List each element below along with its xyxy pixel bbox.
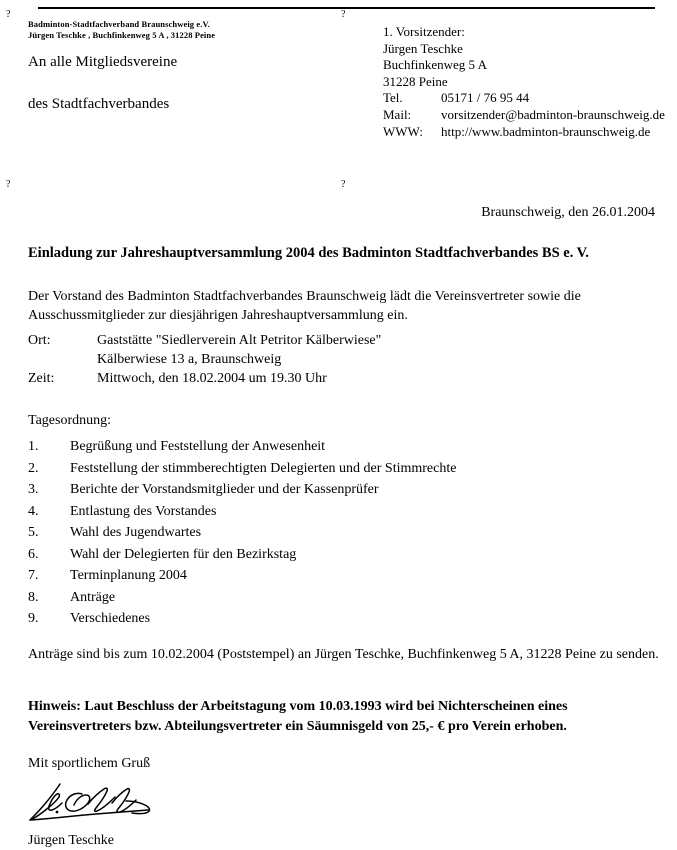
marker-mid-center: ? bbox=[341, 179, 346, 190]
handwritten-signature-icon bbox=[26, 781, 156, 827]
page-title: Einladung zur Jahreshauptversammlung 2004 des Badminton Stadtfachverbandes BS e. V. bbox=[28, 245, 589, 261]
agenda-item-text: Terminplanung 2004 bbox=[70, 568, 187, 583]
time-row bbox=[28, 369, 327, 388]
agenda-item-text: Entlastung des Vorstandes bbox=[70, 503, 217, 519]
agenda-item bbox=[28, 458, 456, 480]
agenda-item-text: Feststellung der stimmberechtigten Delegierten und der Stimmrechte bbox=[70, 460, 457, 476]
addressee-line-2: des Stadtfachverbandes bbox=[28, 96, 170, 112]
contact-www-value[interactable]: http://www.badminton-braunschweig.de bbox=[441, 123, 651, 139]
agenda-item-number: 2. bbox=[28, 460, 39, 476]
agenda-item-text: Wahl der Delegierten für den Bezirkstag bbox=[70, 546, 297, 562]
contact-tel-row bbox=[383, 90, 665, 107]
agenda-item-number: 7. bbox=[28, 568, 39, 583]
regards-line: Mit sportlichem Gruß bbox=[28, 756, 151, 771]
agenda-item-text: Anträge bbox=[70, 589, 116, 605]
time-label: Zeit: bbox=[28, 371, 55, 386]
venue-value-line-2: Kälberwiese 13 a, Braunschweig bbox=[97, 352, 282, 367]
contact-mail-row bbox=[383, 107, 665, 124]
agenda-item bbox=[28, 565, 456, 587]
agenda-item-number: 9. bbox=[28, 611, 39, 626]
contact-city: 31228 Peine bbox=[383, 73, 448, 89]
agenda-item bbox=[28, 544, 456, 566]
venue-value-line-1: Gaststätte "Siedlerverein Alt Petritor Kälberwiese" bbox=[97, 333, 382, 348]
addressee-line-1: An alle Mitgliedsvereine bbox=[28, 54, 178, 70]
agenda-item-number: 4. bbox=[28, 503, 39, 519]
contact-name: Jürgen Teschke bbox=[383, 40, 463, 56]
contact-street: Buchfinkenweg 5 A bbox=[383, 57, 487, 73]
sender-address-line-1: Badminton-Stadtfachverband Braunschweig e.V. bbox=[28, 19, 210, 29]
contact-www-label: WWW: bbox=[383, 123, 423, 139]
marker-top-left: ? bbox=[6, 9, 11, 20]
agenda-list bbox=[28, 436, 456, 630]
agenda-item bbox=[28, 608, 456, 630]
contact-mail-value[interactable]: vorsitzender@badminton-braunschweig.de bbox=[441, 106, 665, 122]
venue-value bbox=[97, 331, 381, 369]
agenda-item-text: Wahl des Jugendwartes bbox=[70, 525, 202, 540]
sender-address-line-2: Jürgen Teschke , Buchfinkenweg 5 A , 31228 Peine bbox=[28, 30, 216, 40]
agenda-item-number: 3. bbox=[28, 482, 39, 497]
marker-mid-left: ? bbox=[6, 179, 11, 190]
agenda-item bbox=[28, 479, 456, 501]
contact-role: 1. Vorsitzender: bbox=[383, 24, 465, 39]
agenda-item-text: Berichte der Vorstandsmitglieder und der Kassenprüfer bbox=[70, 482, 379, 497]
contact-block bbox=[383, 24, 665, 140]
intro-paragraph: Der Vorstand des Badminton Stadtfachverbandes Braunschweig lädt die Vereinsvertreter sowie die Ausschussmitglieder zur diesjährigen Jahreshauptversammlung ein. bbox=[28, 289, 581, 323]
agenda-item-number: 6. bbox=[28, 546, 39, 562]
agenda-item-number: 5. bbox=[28, 525, 39, 540]
agenda-item bbox=[28, 522, 456, 544]
header-divider-rule bbox=[38, 7, 655, 9]
closing-paragraph: Anträge sind bis zum 10.02.2004 (Poststempel) an Jürgen Teschke, Buchfinkenweg 5 A, 31228 Peine zu senden. bbox=[28, 647, 659, 662]
agenda-item-text: Begrüßung und Feststellung der Anwesenheit bbox=[70, 439, 326, 454]
marker-top-center: ? bbox=[341, 9, 346, 20]
agenda-item-text: Verschiedenes bbox=[70, 611, 151, 626]
agenda-item bbox=[28, 501, 456, 523]
venue-label: Ort: bbox=[28, 333, 51, 348]
time-value: Mittwoch, den 18.02.2004 um 19.30 Uhr bbox=[97, 371, 327, 386]
agenda-item bbox=[28, 587, 456, 609]
contact-tel-label: Tel. bbox=[383, 90, 403, 106]
signer-name: Jürgen Teschke bbox=[28, 833, 114, 848]
date-line: Braunschweig, den 26.01.2004 bbox=[481, 205, 655, 220]
agenda-item-number: 8. bbox=[28, 589, 39, 605]
contact-tel-value: 05171 / 76 95 44 bbox=[441, 90, 530, 106]
agenda-title: Tagesordnung: bbox=[28, 413, 112, 428]
notice-paragraph: Hinweis: Laut Beschluss der Arbeitstagung vom 10.03.1993 wird bei Nichterscheinen eines Vereinsvertreters bzw. Abteilungsvertreter ein Säumnisgeld von 25,- € pro Verein erhoben. bbox=[28, 699, 568, 734]
contact-www-row bbox=[383, 124, 665, 141]
agenda-item-number: 1. bbox=[28, 439, 39, 454]
venue-row bbox=[28, 331, 381, 369]
agenda-item bbox=[28, 436, 456, 458]
contact-mail-label: Mail: bbox=[383, 106, 412, 122]
